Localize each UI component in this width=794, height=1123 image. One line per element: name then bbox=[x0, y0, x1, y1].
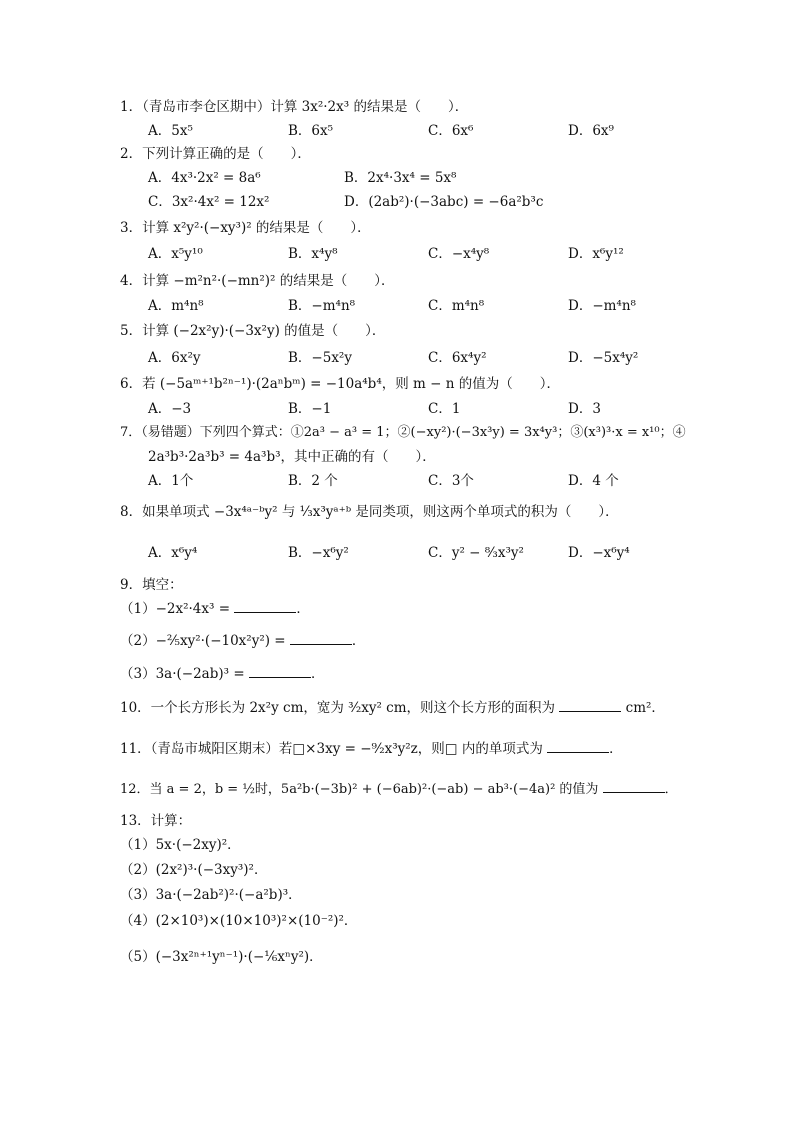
answer-blank bbox=[249, 665, 311, 678]
q6-option-c: C．1 bbox=[428, 401, 461, 417]
question-11: 11．（青岛市城阳区期末）若□×3xy = −⁹⁄₂x³y²z，则□ 内的单项式为 ． bbox=[120, 741, 623, 757]
question-11-stem: 11．（青岛市城阳区期末）若□×3xy = −⁹⁄₂x³y²z，则□ 内的单项式为 bbox=[120, 741, 543, 757]
question-3-stem: 3．计算 x²y²·(−xy³)² 的结果是（ ）． bbox=[120, 220, 371, 236]
q9-item-1: （1）−2x²·4x³ = ． bbox=[120, 601, 310, 617]
question-10 bbox=[120, 699, 665, 717]
question-10-unit: cm²． bbox=[625, 700, 665, 716]
q1-option-d: D．6x⁹ bbox=[568, 123, 614, 139]
answer-blank bbox=[603, 780, 665, 793]
q1-option-c: C．6x⁶ bbox=[428, 123, 474, 139]
q2-option-a: A．4x³·2x² = 8a⁶ bbox=[148, 170, 261, 186]
q8-option-c: C．y² − ⁸⁄₃x³y² bbox=[428, 545, 524, 561]
q2-option-c: C．3x²·4x² = 12x² bbox=[148, 194, 270, 210]
q4-option-b: B．−m⁴n⁸ bbox=[288, 298, 356, 314]
q9-item-1-text: （1）−2x²·4x³ = bbox=[120, 601, 231, 617]
question-12-stem: 12．当 a = 2，b = ½时，5a²b·(−3b)² + (−6ab)²·(−ab) − ab³·(−4a)² 的值为 bbox=[120, 782, 599, 797]
question-2-stem: 2．下列计算正确的是（ ）． bbox=[120, 146, 311, 162]
q13-item-3: （3）3a·(−2ab²)²·(−a²b)³． bbox=[120, 887, 302, 903]
q1-option-a: A．5x⁵ bbox=[148, 123, 193, 139]
q7-option-d: D．4 个 bbox=[568, 473, 619, 489]
q9-item-2-text: （2）−⅖xy²·(−10x²y²) = bbox=[120, 633, 286, 649]
q13-item-4: （4）(2×10³)×(10×10³)²×(10⁻²)²． bbox=[120, 913, 358, 929]
q8-option-b: B．−x⁶y² bbox=[288, 545, 349, 561]
q3-option-a: A．x⁵y¹⁰ bbox=[148, 246, 203, 262]
question-10-stem: 10．一个长方形长为 2x²y cm，宽为 ³⁄₂xy² cm，则这个长方形的面积为 bbox=[120, 700, 556, 716]
q6-option-d: D．3 bbox=[568, 401, 601, 417]
question-8-stem: 8．如果单项式 −3x⁴ᵃ⁻ᵇy² 与 ⅓x³yᵃ⁺ᵇ 是同类项，则这两个单项式的积为（ ）． bbox=[120, 504, 619, 520]
q4-option-c: C．m⁴n⁸ bbox=[428, 298, 485, 314]
q8-option-d: D．−x⁶y⁴ bbox=[568, 545, 630, 561]
answer-blank bbox=[559, 699, 621, 712]
q4-option-d: D．−m⁴n⁸ bbox=[568, 298, 636, 314]
q6-option-a: A．−3 bbox=[148, 401, 192, 417]
q2-option-b: B．2x⁴·3x⁴ = 5x⁸ bbox=[344, 170, 457, 186]
q13-item-5: （5）(−3x²ⁿ⁺¹yⁿ⁻¹)·(−⅙xⁿy²)． bbox=[120, 949, 323, 965]
q3-option-c: C．−x⁴y⁸ bbox=[428, 246, 490, 262]
question-9-title: 9．填空： bbox=[120, 577, 183, 593]
q5-option-c: C．6x⁴y² bbox=[428, 350, 487, 366]
question-7-stem-continued: 2a³b³·2a³b³ = 4a³b³，其中正确的有（ ）． bbox=[148, 449, 436, 465]
q9-item-2: （2）−⅖xy²·(−10x²y²) = ． bbox=[120, 633, 366, 649]
answer-blank bbox=[234, 600, 296, 613]
question-12: 12．当 a = 2，b = ½时，5a²b·(−3b)² + (−6ab)²·(−ab) − ab³·(−4a)² 的值为 ． bbox=[120, 782, 678, 797]
q5-option-a: A．6x²y bbox=[148, 350, 201, 366]
question-1-stem: 1．（青岛市李仓区期中）计算 3x²·2x³ 的结果是（ ）． bbox=[120, 99, 469, 115]
q5-option-b: B．−5x²y bbox=[288, 350, 352, 366]
question-5-stem: 5．计算 (−2x²y)·(−3x²y) 的值是（ ）． bbox=[120, 323, 386, 339]
q13-item-2: （2）(2x²)³·(−3xy³)²． bbox=[120, 862, 268, 878]
q3-option-d: D．x⁶y¹² bbox=[568, 246, 624, 262]
q1-option-b: B．6x⁵ bbox=[288, 123, 334, 139]
question-4-stem: 4．计算 −m²n²·(−mn²)² 的结果是（ ）． bbox=[120, 273, 395, 289]
q5-option-d: D．−5x⁴y² bbox=[568, 350, 639, 366]
q8-option-a: A．x⁶y⁴ bbox=[148, 545, 198, 561]
q6-option-b: B．−1 bbox=[288, 401, 332, 417]
answer-blank bbox=[290, 632, 352, 645]
answer-blank bbox=[547, 740, 609, 753]
question-7-stem: 7．（易错题）下列四个算式：①2a³ − a³ = 1；②(−xy²)·(−3x³y) = 3x⁴y³；③(x³)³·x = x¹⁰；④ bbox=[120, 425, 686, 440]
q7-option-c: C．3个 bbox=[428, 473, 474, 489]
q4-option-a: A．m⁴n⁸ bbox=[148, 298, 204, 314]
q3-option-b: B．x⁴y⁸ bbox=[288, 246, 338, 262]
q7-option-a: A．1个 bbox=[148, 473, 194, 489]
q13-item-1: （1）5x·(−2xy)²． bbox=[120, 837, 241, 853]
q7-option-b: B．2 个 bbox=[288, 473, 338, 489]
q9-item-3-text: （3）3a·(−2ab)³ = bbox=[120, 666, 245, 682]
question-6-stem: 6．若 (−5aᵐ⁺¹b²ⁿ⁻¹)·(2aⁿbᵐ) = −10a⁴b⁴，则 m − n 的值为（ ）． bbox=[120, 376, 560, 392]
question-13-title: 13．计算： bbox=[120, 813, 192, 829]
q2-option-d: D．(2ab²)·(−3abc) = −6a²b³c bbox=[344, 194, 544, 210]
q9-item-3: （3）3a·(−2ab)³ = ． bbox=[120, 666, 325, 682]
